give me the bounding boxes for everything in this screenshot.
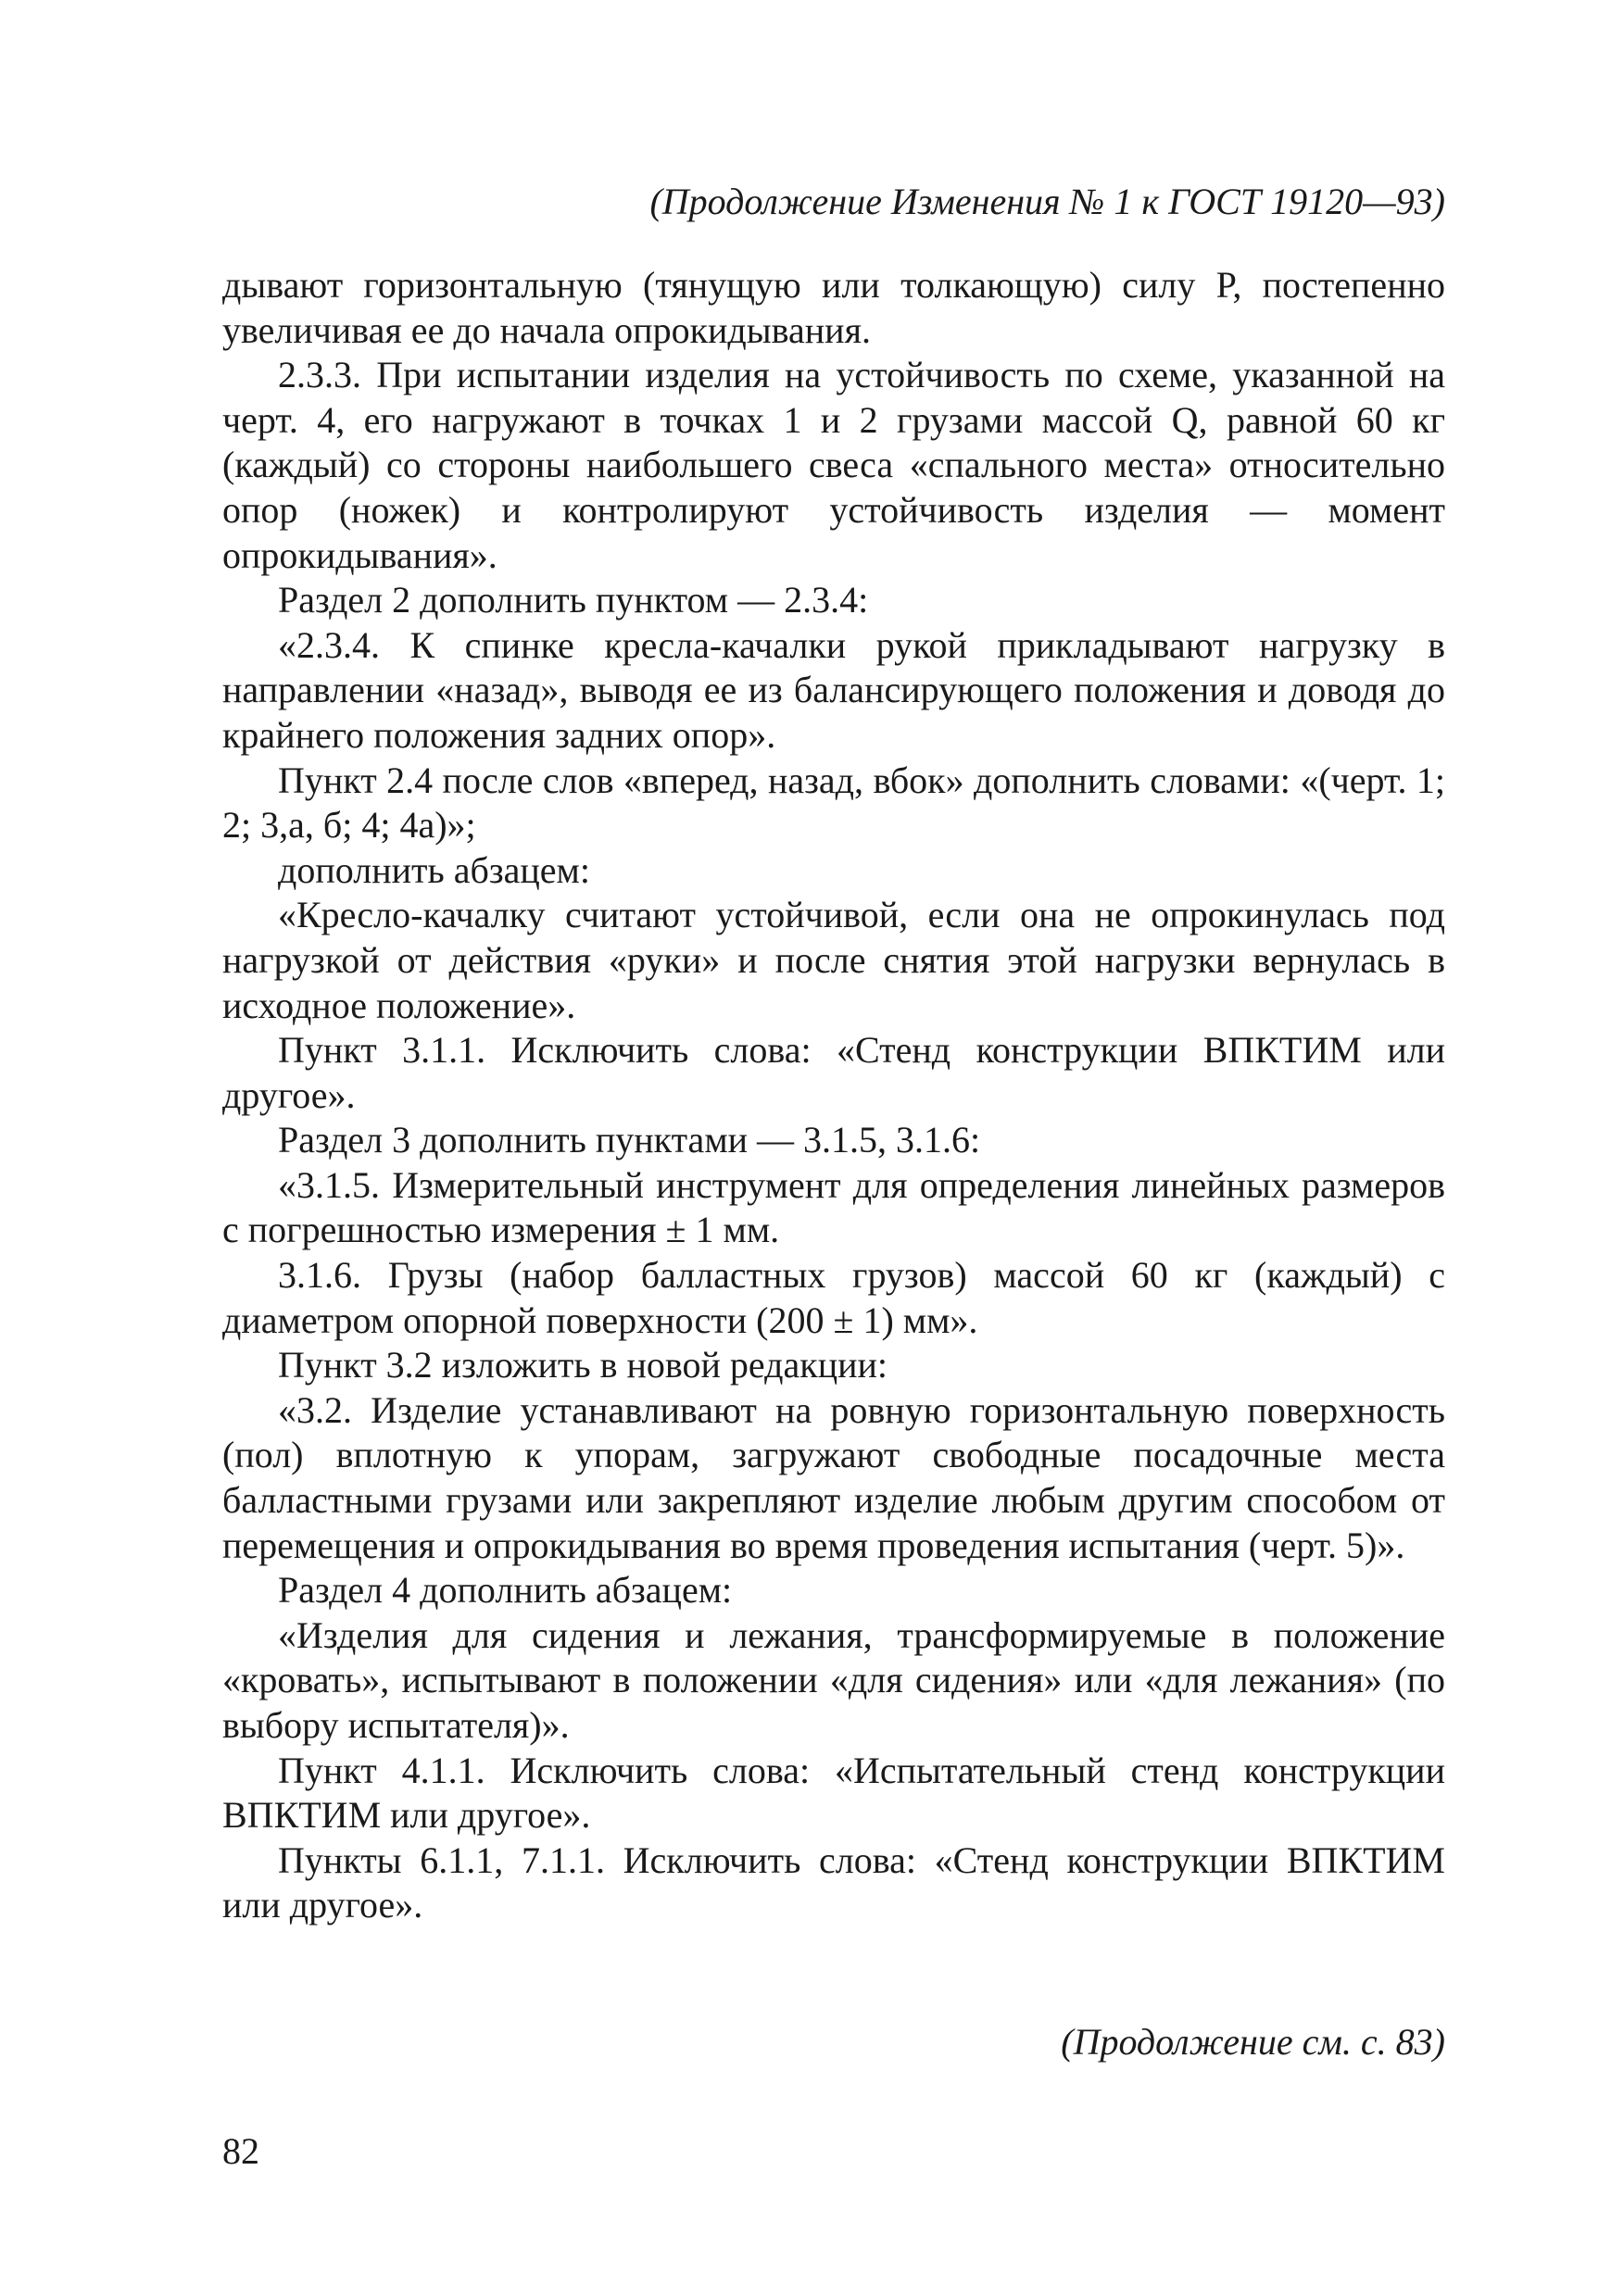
- paragraph: Пункт 3.1.1. Исключить слова: «Стенд конструкции ВПКТИМ или другое».: [222, 1029, 1445, 1116]
- paragraph: Раздел 2 дополнить пунктом — 2.3.4:: [278, 579, 869, 621]
- paragraph: «3.2. Изделие устанавливают на ровную горизонтальную поверхность (пол) вплотную к упорам, загружают свободные посадочные места балластными грузами или закрепляют изделие любым другим способом от перемещения и опрокидывания во время проведения испытания (черт. 5)».: [222, 1388, 1445, 1566]
- paragraph: Пункты 6.1.1, 7.1.1. Исключить слова: «Стенд конструкции ВПКТИМ или другое».: [222, 1838, 1445, 1926]
- paragraph: «Кресло-качалку считают устойчивой, если она не опрокинулась под нагрузкой от действия «руки» и после снятия этой нагрузки вернулась в исходное положение».: [222, 894, 1445, 1026]
- continuation-note: (Продолжение см. с. 83): [1061, 2021, 1445, 2063]
- paragraph: дывают горизонтальную (тянущую или толкающую) силу P, постепенно увеличивая ее до начала опрокидывания.: [222, 264, 1445, 351]
- paragraph: «2.3.4. К спинке кресла-качалки рукой прикладывают нагрузку в направлении «назад», выводя ее из балансирующего положения и доводя до крайнего положения задних опор».: [222, 623, 1445, 756]
- paragraph: Раздел 4 дополнить абзацем:: [278, 1569, 733, 1612]
- paragraph: Пункт 3.2 изложить в новой редакции:: [278, 1344, 888, 1386]
- page-number: 82: [222, 2130, 259, 2172]
- paragraph: «3.1.5. Измерительный инструмент для определения линейных размеров с погрешностью измерения ± 1 мм.: [222, 1163, 1445, 1251]
- body-text: [222, 263, 1445, 1928]
- paragraph: Раздел 3 дополнить пунктами — 3.1.5, 3.1.6:: [278, 1119, 981, 1161]
- running-header: (Продолжение Изменения № 1 к ГОСТ 19120—93): [649, 181, 1445, 222]
- paragraph: «Изделия для сидения и лежания, трансформируемые в положение «кровать», испытывают в положении «для сидения» или «для лежания» (по выбору испытателя)».: [222, 1613, 1445, 1746]
- paragraph: 2.3.3. При испытании изделия на устойчивость по схеме, указанной на черт. 4, его нагружают в точках 1 и 2 грузами массой Q, равной 60 кг (каждый) со стороны наибольшего свеса «спального места» относительно опор (ножек) и контролируют устойчивость изделия — момент опрокидывания».: [222, 354, 1445, 576]
- paragraph: Пункт 4.1.1. Исключить слова: «Испытательный стенд конструкции ВПКТИМ или другое».: [222, 1749, 1445, 1837]
- paragraph: Пункт 2.4 после слов «вперед, назад, вбок» дополнить словами: «(черт. 1; 2; 3,а, б; 4; 4а)»;: [222, 759, 1445, 847]
- paragraph: 3.1.6. Грузы (набор балластных грузов) массой 60 кг (каждый) с диаметром опорной поверхности (200 ± 1) мм».: [222, 1254, 1445, 1341]
- paragraph: дополнить абзацем:: [278, 848, 590, 891]
